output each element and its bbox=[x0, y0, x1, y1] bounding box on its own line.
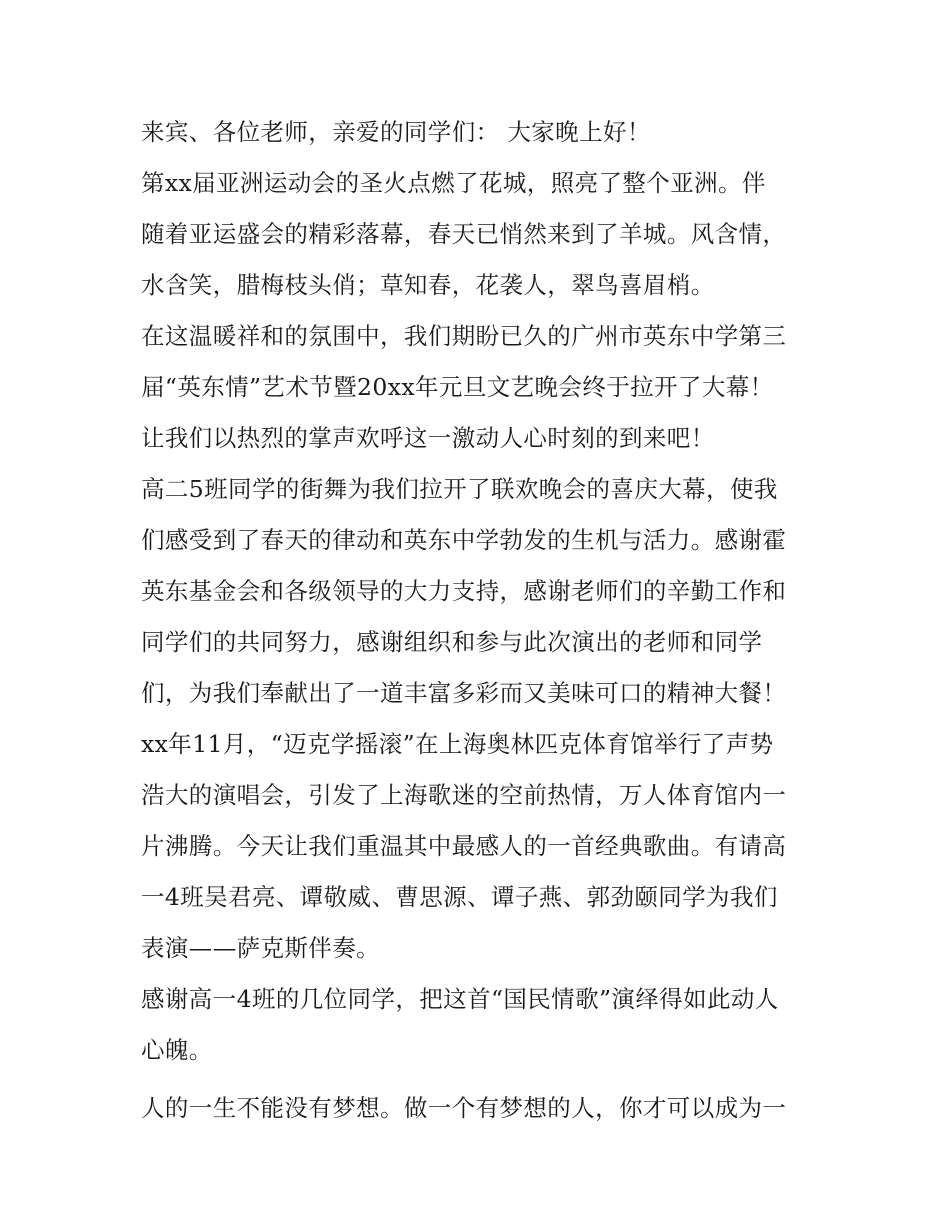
text-line: 第xx届亚洲运动会的圣火点燃了花城，照亮了整个亚洲。伴 bbox=[141, 169, 766, 197]
text-line: 在这温暖祥和的氛围中，我们期盼已久的广州市英东中学第三 bbox=[141, 322, 787, 350]
text-line: 随着亚运盛会的精彩落幕，春天已悄然来到了羊城。风含情， bbox=[141, 220, 787, 248]
text-line: 们，为我们奉献出了一道丰富多彩而又美味可口的精神大餐！ bbox=[141, 679, 787, 707]
text-line: 高二5班同学的街舞为我们拉开了联欢晚会的喜庆大幕，使我 bbox=[141, 475, 778, 503]
text-line: 水含笑，腊梅枝头俏；草知春，花袭人，翠鸟喜眉梢。 bbox=[141, 271, 715, 299]
text-line: 让我们以热烈的掌声欢呼这一激动人心时刻的到来吧！ bbox=[141, 424, 715, 452]
text-line: 表演——萨克斯伴奏。 bbox=[141, 934, 380, 962]
text-line: 浩大的演唱会，引发了上海歌迷的空前热情，万人体育馆内一 bbox=[141, 781, 787, 809]
text-line: 心魄。 bbox=[141, 1036, 213, 1064]
text-line: 英东基金会和各级领导的大力支持，感谢老师们的辛勤工作和 bbox=[141, 577, 787, 605]
text-line: 届“英东情”艺术节暨20xx年元旦文艺晚会终于拉开了大幕！ bbox=[141, 373, 774, 401]
text-line: 片沸腾。今天让我们重温其中最感人的一首经典歌曲。有请高 bbox=[141, 832, 787, 860]
text-line: 人的一生不能没有梦想。做一个有梦想的人，你才可以成为一 bbox=[141, 1094, 787, 1122]
text-line: 一4班吴君亮、谭敬威、曹思源、谭子燕、郭劲颐同学为我们 bbox=[141, 883, 778, 911]
text-line: 感谢高一4班的几位同学，把这首“国民情歌”演绎得如此动人 bbox=[141, 985, 779, 1013]
text-line: xx年11月，“迈克学摇滚”在上海奥林匹克体育馆举行了声势 bbox=[141, 730, 774, 758]
document-body bbox=[141, 107, 821, 1134]
text-line: 来宾、各位老师，亲爱的同学们： 大家晚上好！ bbox=[141, 118, 651, 146]
text-line: 同学们的共同努力，感谢组织和参与此次演出的老师和同学 bbox=[141, 628, 763, 656]
text-line: 们感受到了春天的律动和英东中学勃发的生机与活力。感谢霍 bbox=[141, 526, 787, 554]
